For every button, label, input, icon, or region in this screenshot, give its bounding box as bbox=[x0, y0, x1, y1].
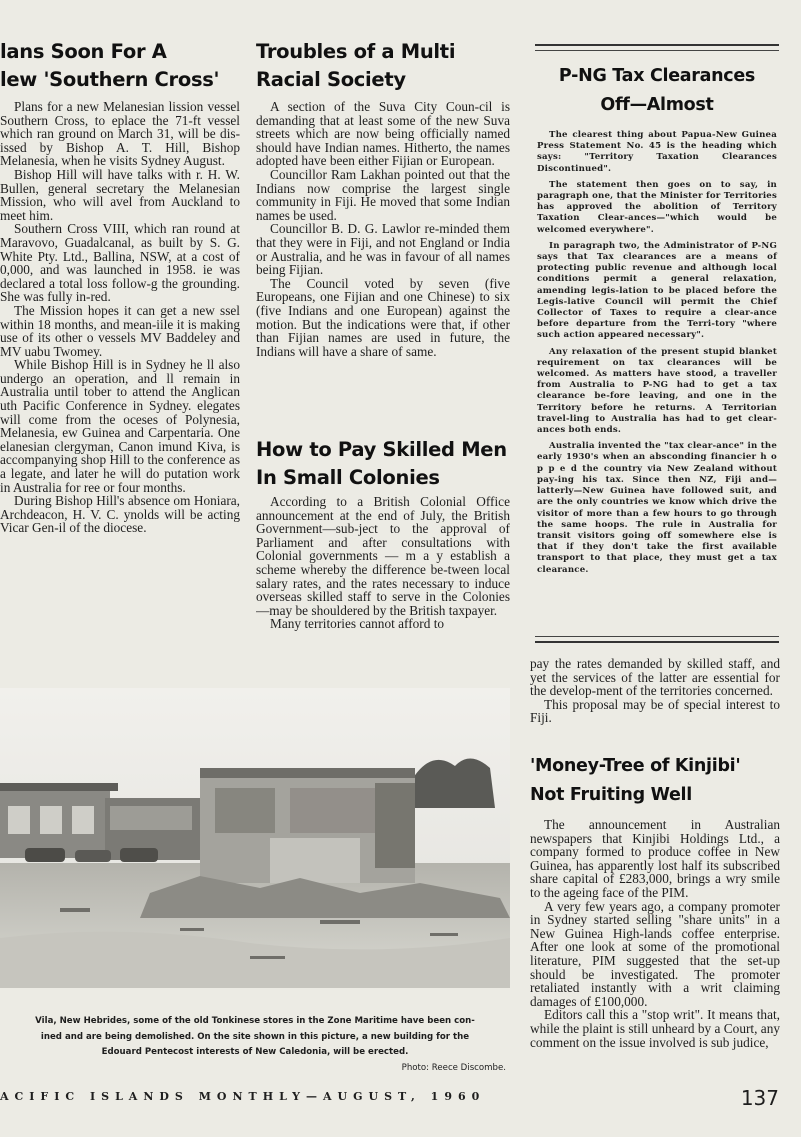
paragraph: Southern Cross VIII, which ran round at Maravovo, Guadalcanal, as built by S. G. White Pty. Ltd., Ballina, NSW, at a cost of 0,000, and was launched in 1958. ie was declared a total loss follow-g the grounding. She was fully in-red. bbox=[0, 221, 240, 305]
paragraph: pay the rates demanded by skilled staff, and yet the services of the latter are essential for the develop-ment of the territories concerned. bbox=[530, 657, 780, 699]
article-skilled-men-continued bbox=[530, 657, 780, 737]
paragraph: The statement then goes on to say, in paragraph one, that the Minister for Territories has approved the abolition of Territory Taxation Clear-ances—"which would be welcomed everywhere". bbox=[537, 179, 777, 235]
article-body bbox=[530, 818, 780, 1049]
box-top-rule bbox=[535, 44, 779, 46]
title-line-1: How to Pay Skilled Men bbox=[256, 438, 507, 461]
running-footer bbox=[0, 1090, 801, 1114]
title-line-1: P-NG Tax Clearances bbox=[558, 66, 756, 86]
paragraph: In paragraph two, the Administrator of P-NG says that Tax clearances are a means of protecting public revenue and although local conditions permit a general relaxation, amending legis-lation to be placed before the Legis-lative Council will permit the Chief Collector of Taxes to require a clear-ance before departure from the Terri-tory "where such action appeared necessary". bbox=[537, 240, 777, 341]
article-title bbox=[0, 38, 240, 94]
article-body bbox=[256, 495, 510, 631]
title-line-2: Racial Society bbox=[256, 68, 406, 91]
paragraph: This proposal may be of special interest to Fiji. bbox=[530, 696, 780, 726]
caption-line-3: Edouard Pentecost interests of New Caledonia, will be erected. bbox=[101, 1047, 409, 1057]
article-skilled-men bbox=[256, 436, 510, 660]
paragraph: Bishop Hill will have talks with r. H. W. Bullen, general secretary the Melanesian Mission, who will avel from Auckland to meet him. bbox=[0, 166, 240, 223]
paragraph: Australia invented the "tax clear-ance" in the early 1930's when an absconding financier h o p p e d the country via New Zealand without pay-ing his tax. Since then NZ, Fiji and—latterly—New Guinea have followed suit, and are the only countries we know which drive the visitor of more than a few hours to go through the same hoops. The rule in Australia for transit visitors going off somewhere else is that if they don't take the first available transport to that place, they must get a tax clearance. bbox=[537, 441, 777, 575]
article-multi-racial bbox=[256, 38, 510, 416]
article-title bbox=[256, 436, 510, 492]
title-line-2: lew 'Southern Cross' bbox=[0, 68, 220, 91]
title-line-1: Troubles of a Multi bbox=[256, 40, 456, 63]
paragraph: Councillor Ram Lakhan pointed out that the Indians now comprise the largest single community in Fiji. He moved that some Indian names be used. bbox=[256, 166, 510, 223]
photo-credit: Photo: Reece Discombe. bbox=[401, 1062, 506, 1073]
box-bottom-rule bbox=[535, 636, 779, 637]
paragraph: Any relaxation of the present stupid blanket requirement on tax clearances will be welcomed. As matters have stood, a traveller from Australia to P-NG had to get a tax clearance be-fore leaving, and one in the Territory before he returns. A Territorian travel-ling to Australia has had to get clear-ances both ends. bbox=[537, 346, 777, 436]
box-top-rule-2 bbox=[535, 50, 779, 51]
photo-image bbox=[0, 688, 510, 988]
photo-caption bbox=[0, 1014, 510, 1076]
title-line-1: 'Money-Tree of Kinjibi' bbox=[530, 756, 741, 776]
paragraph: Editors call this a "stop writ". It means that, while the plaint is still unheard by a Court, any comment on the issue involved is sub judice, bbox=[530, 1007, 780, 1050]
paragraph: According to a British Colonial Office announcement at the end of July, the British Government—sub-ject to the approval of Parliament and after consultations with Colonial governments — m a y establish a scheme whereby the difference be-tween local salary rates, and the rates necessary to induce overseas skilled staff to serve in the Colonies —may be shouldered by the British taxpayer. bbox=[256, 494, 510, 618]
article-kinjibi bbox=[530, 752, 780, 1077]
article-title bbox=[256, 38, 510, 94]
caption-line-2: ined and are being demolished. On the site shown in this picture, a new building for the bbox=[40, 1031, 470, 1042]
page-number: 137 bbox=[740, 1086, 779, 1110]
article-southern-cross bbox=[0, 38, 240, 668]
paragraph: The Council voted by seven (five Europeans, one Fijian and one Chinese) to six (five Indians and one European) against the motion. But the indications were that, if other than Fijian names are used in future, the Indians will have a share of same. bbox=[256, 275, 510, 359]
paragraph: The announcement in Australian newspapers that Kinjibi Holdings Ltd., a company formed to produce coffee in New Guinea, has apparently lost half its subscribed share capital of £283,000, brings a wry smile to the ageing face of the PIM. bbox=[530, 817, 780, 900]
title-line-2: Not Fruiting Well bbox=[530, 785, 692, 805]
article-png-tax bbox=[535, 62, 779, 634]
paragraph: Many territories cannot afford to bbox=[270, 616, 445, 632]
article-body bbox=[256, 100, 510, 358]
paragraph: The clearest thing about Papua-New Guinea Press Statement No. 45 is the heading which says: "Territory Taxation Clearances Discontinued". bbox=[537, 130, 777, 174]
paragraph: The Mission hopes it can get a new ssel within 18 months, and mean-iile it is making use of its other o vessels MV Baddeley and MV uabu Twomey. bbox=[0, 302, 240, 359]
paragraph: A section of the Suva City Coun-cil is demanding that at least some of the new Suva streets which are now being officially named should have Indian names. Hitherto, the names adopted have been either Fijian or European. bbox=[256, 99, 510, 169]
box-bottom-rule-2 bbox=[535, 641, 779, 643]
title-line-1: lans Soon For A bbox=[0, 40, 167, 63]
article-title bbox=[530, 752, 780, 810]
paragraph: A very few years ago, a company promoter in Sydney started selling "share units" in a New Guinea High-lands coffee enterprise. After one look at some of the promotional literature, PIM suggested that the set-up should be investigated. The promoter retaliated instantly with a writ claiming damages of £100,000. bbox=[530, 898, 780, 1009]
box-body bbox=[535, 130, 779, 576]
paragraph: During Bishop Hill's absence om Honiara, Archdeacon, H. V. C. ynolds will be acting Vicar Gen-il of the diocese. bbox=[0, 493, 240, 536]
running-title: ACIFIC ISLANDS MONTHLY—AUGUST, 1960 bbox=[0, 1090, 486, 1103]
paragraph: Plans for a new Melanesian lission vessel Southern Cross, to eplace the 71-ft vessel which ran ground on March 31, will be dis-issed by Bishop A. T. Hill, Bishop Melanesia, when he visits Sydney August. bbox=[0, 99, 240, 169]
photo-vila-stores bbox=[0, 688, 510, 988]
article-body bbox=[0, 100, 240, 535]
title-line-2: Off—Almost bbox=[600, 95, 714, 115]
caption-line-1: Vila, New Hebrides, some of the old Tonkinese stores in the Zone Maritime have been con- bbox=[35, 1016, 475, 1026]
title-line-2: In Small Colonies bbox=[256, 466, 440, 489]
box-title bbox=[535, 62, 779, 120]
paragraph: While Bishop Hill is in Sydney he ll also undergo an operation, and ll remain in Australia until tober to attend the Anglican uth Pacific Conference in Sydney. elegates will come from the oceses of Polynesia, Melanesia, ew Guinea and Carpentaria. One elanesian clergyman, Canon imund Kiva, is accompanying shop Hill to the conference as a legate, and later he will do putation work in Australia for ree or four months. bbox=[0, 357, 240, 495]
paragraph: Councillor B. D. G. Lawlor re-minded them that they were in Fiji, and not England or India or Australia, and he was in favour of all names being Fijian. bbox=[256, 221, 510, 278]
